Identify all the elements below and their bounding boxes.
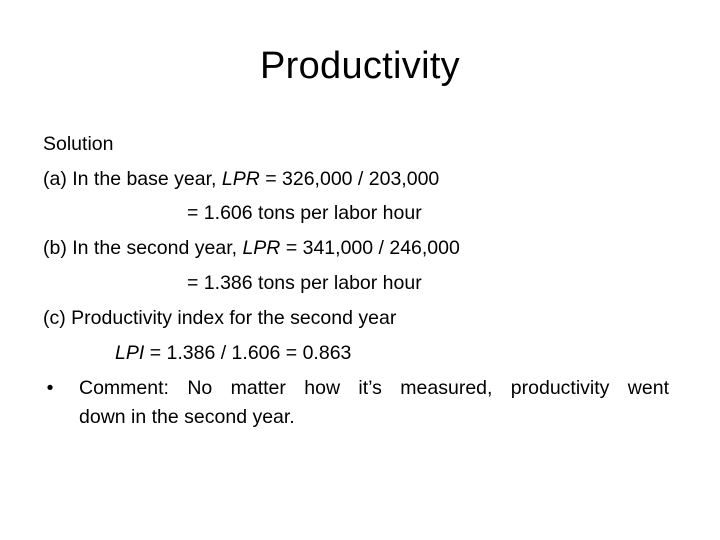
part-c-heading: (c) Productivity index for the second year	[43, 307, 397, 329]
part-a-variable: LPR	[221, 168, 260, 190]
part-b-line	[43, 234, 460, 262]
part-c-expression: = 1.386 / 1.606 = 0.863	[149, 342, 352, 364]
solution-heading: Solution	[43, 133, 114, 155]
part-a-line	[43, 165, 439, 193]
part-a-result: = 1.606 tons per labor hour	[187, 202, 422, 224]
bullet-icon: •	[46, 377, 54, 399]
part-a-expression: = 326,000 / 203,000	[265, 168, 440, 190]
slide-title: Productivity	[259, 45, 460, 87]
part-b-expression: = 341,000 / 246,000	[285, 237, 460, 259]
part-c-formula	[115, 339, 351, 367]
part-b-result: = 1.386 tons per labor hour	[187, 272, 422, 294]
part-c-variable: LPI	[115, 342, 145, 364]
part-b-variable: LPR	[242, 237, 281, 259]
comment-line-2: down in the second year.	[79, 406, 295, 428]
comment-line-1: Comment: No matter how it’s measured, productivity went	[79, 377, 669, 399]
part-a-prefix: (a) In the base year,	[43, 168, 217, 190]
part-b-prefix: (b) In the second year,	[43, 237, 238, 259]
